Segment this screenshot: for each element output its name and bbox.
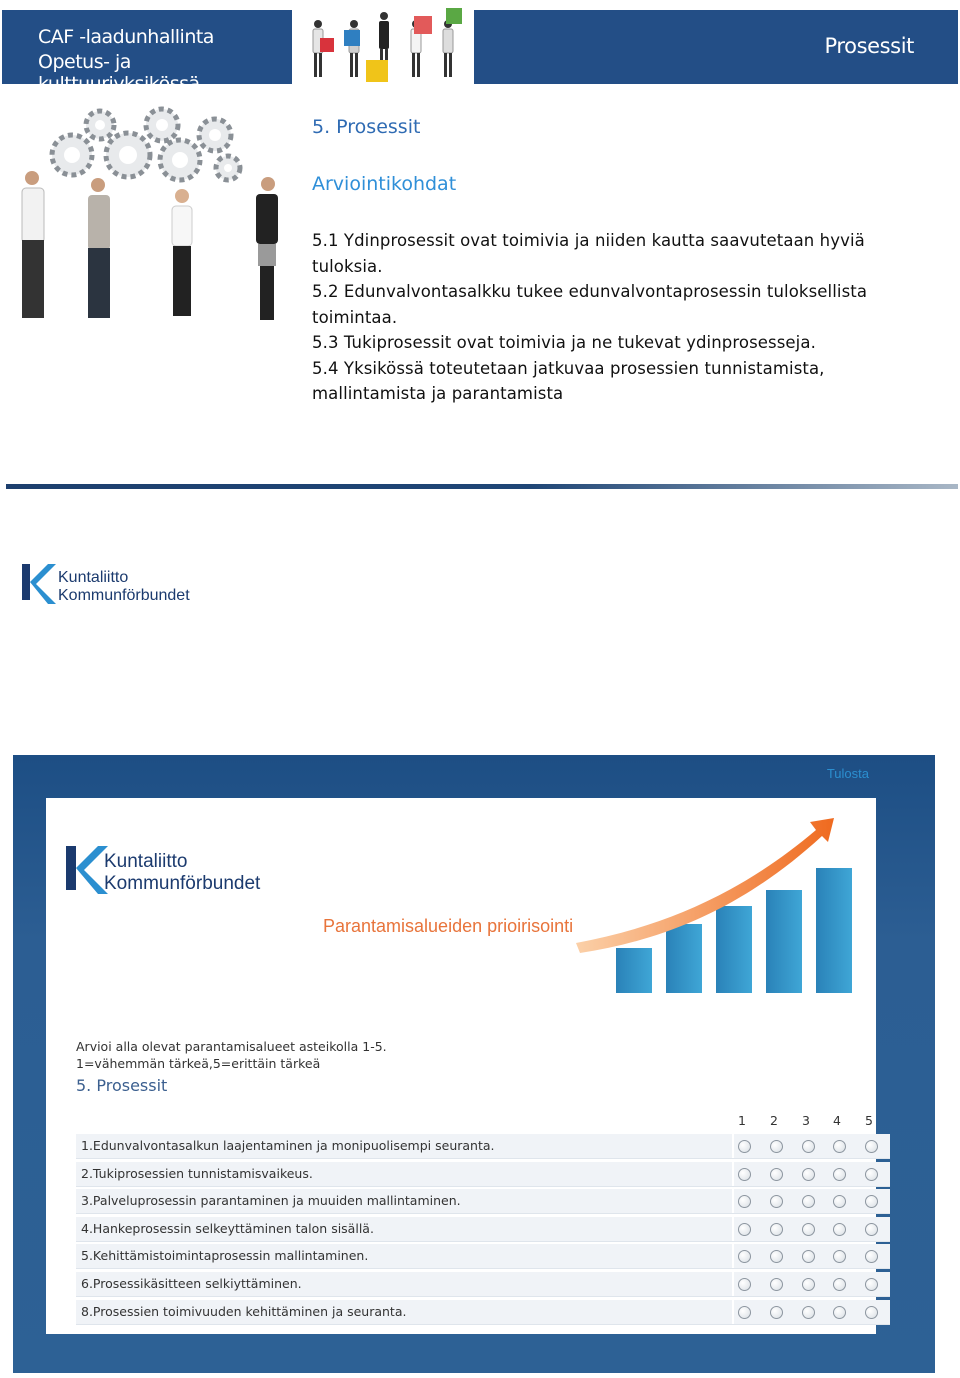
rating-radio-5[interactable] <box>865 1223 878 1236</box>
logo-text-line-2: Kommunförbundet <box>104 873 261 894</box>
cell-divider <box>732 1189 734 1213</box>
row-label: 8.Prosessien toimivuuden kehittäminen ja seuranta. <box>81 1303 407 1319</box>
rating-radio-4[interactable] <box>833 1168 846 1181</box>
rating-radio-3[interactable] <box>802 1223 815 1236</box>
print-link[interactable]: Tulosta <box>826 766 869 781</box>
scale-label-2: 2 <box>770 1113 778 1128</box>
rating-radio-2[interactable] <box>770 1250 783 1263</box>
table-row <box>76 1162 890 1187</box>
logo-text-line-2: Kommunförbundet <box>58 587 190 604</box>
scale-header <box>732 1113 892 1131</box>
row-label: 1.Edunvalvontasalkun laajentaminen ja monipuolisempi seuranta. <box>81 1138 495 1153</box>
instructions-line: Arvioi alla olevat parantamisalueet asteikolla 1-5. <box>76 1039 387 1054</box>
scale-label-3: 3 <box>802 1113 810 1128</box>
rating-radio-5[interactable] <box>865 1140 878 1153</box>
rating-radio-3[interactable] <box>802 1278 815 1291</box>
table-row <box>76 1272 890 1297</box>
table-row <box>76 1244 890 1269</box>
cell-divider <box>732 1272 734 1296</box>
rating-radio-4[interactable] <box>833 1306 846 1319</box>
evaluation-items <box>312 228 912 407</box>
category-title: 5. Prosessit <box>76 1076 168 1095</box>
header-section-title: Prosessit <box>824 34 914 58</box>
rating-radio-2[interactable] <box>770 1223 783 1236</box>
cell-divider <box>732 1217 734 1241</box>
evaluation-item: 5.4 Yksikössä toteutetaan jatkuvaa prosessien tunnistamista, mallintamista ja parantamista <box>312 358 825 403</box>
gears-people-image <box>10 100 300 360</box>
rating-radio-2[interactable] <box>770 1140 783 1153</box>
rating-radio-1[interactable] <box>738 1250 751 1263</box>
rating-radio-4[interactable] <box>833 1223 846 1236</box>
survey-form <box>46 798 876 1334</box>
rating-radio-1[interactable] <box>738 1195 751 1208</box>
kuntaliitto-logo <box>18 560 218 608</box>
subsection-title: Arviointikohdat <box>312 173 457 195</box>
rating-radio-2[interactable] <box>770 1278 783 1291</box>
instructions-line: 1=vähemmän tärkeä,5=erittäin tärkeä <box>76 1056 321 1071</box>
banner-title: Parantamisalueiden prioirisointi <box>323 916 574 936</box>
rating-radio-4[interactable] <box>833 1278 846 1291</box>
instructions <box>76 1038 387 1072</box>
header-line-2: Opetus- ja kulttuuriyksikössä <box>38 51 200 95</box>
cell-divider <box>732 1244 734 1268</box>
people-puzzle-image <box>296 2 472 98</box>
rating-radio-5[interactable] <box>865 1306 878 1319</box>
header-line-1: CAF -laadunhallinta <box>38 26 214 48</box>
logo-text-line-1: Kuntaliitto <box>104 851 188 872</box>
table-row <box>76 1189 890 1214</box>
growth-bars-image <box>566 808 866 1013</box>
scale-label-5: 5 <box>865 1113 873 1128</box>
rating-radio-3[interactable] <box>802 1140 815 1153</box>
row-label: 2.Tukiprosessien tunnistamisvaikeus. <box>81 1165 313 1181</box>
rating-radio-3[interactable] <box>802 1195 815 1208</box>
cell-divider <box>732 1300 734 1324</box>
rating-radio-4[interactable] <box>833 1250 846 1263</box>
rating-radio-1[interactable] <box>738 1140 751 1153</box>
rating-radio-3[interactable] <box>802 1250 815 1263</box>
kuntaliitto-logo-large <box>62 842 282 900</box>
divider-line <box>6 484 958 489</box>
row-label: 5.Kehittämistoimintaprosessin mallintaminen. <box>81 1248 369 1264</box>
rating-radio-1[interactable] <box>738 1168 751 1181</box>
rating-radio-2[interactable] <box>770 1195 783 1208</box>
rating-radio-2[interactable] <box>770 1168 783 1181</box>
rating-radio-2[interactable] <box>770 1306 783 1319</box>
rating-radio-5[interactable] <box>865 1278 878 1291</box>
rating-radio-5[interactable] <box>865 1168 878 1181</box>
rating-radio-4[interactable] <box>833 1195 846 1208</box>
scale-label-4: 4 <box>833 1113 841 1128</box>
rating-radio-1[interactable] <box>738 1306 751 1319</box>
scale-label-1: 1 <box>738 1113 746 1128</box>
row-label: 4.Hankeprosessin selkeyttäminen talon sisällä. <box>81 1220 374 1236</box>
table-row <box>76 1134 890 1159</box>
cell-divider <box>732 1134 734 1158</box>
cell-divider <box>732 1162 734 1186</box>
rating-radio-3[interactable] <box>802 1168 815 1181</box>
rating-radio-5[interactable] <box>865 1250 878 1263</box>
table-row <box>76 1217 890 1242</box>
section-title: 5. Prosessit <box>312 116 421 138</box>
rating-radio-1[interactable] <box>738 1223 751 1236</box>
rating-radio-1[interactable] <box>738 1278 751 1291</box>
rating-table <box>76 1134 890 1327</box>
rating-radio-5[interactable] <box>865 1195 878 1208</box>
survey-screenshot <box>13 755 935 1373</box>
evaluation-item: 5.1 Ydinprosessit ovat toimivia ja niiden kautta saavutetaan hyviä tuloksia. <box>312 231 865 276</box>
header-section-box <box>474 10 958 84</box>
row-label: 3.Palveluprosessin parantaminen ja muuiden mallintaminen. <box>81 1193 461 1209</box>
table-row <box>76 1300 890 1325</box>
rating-radio-4[interactable] <box>833 1140 846 1153</box>
logo-text-line-1: Kuntaliitto <box>58 569 129 586</box>
evaluation-item: 5.3 Tukiprosessit ovat toimivia ja ne tukevat ydinprosesseja. <box>312 333 816 352</box>
rating-radio-3[interactable] <box>802 1306 815 1319</box>
row-label: 6.Prosessikäsitteen selkiyttäminen. <box>81 1275 302 1291</box>
header-title-box <box>2 10 292 95</box>
evaluation-item: 5.2 Edunvalvontasalkku tukee edunvalvontaprosessin tuloksellista toimintaa. <box>312 282 868 327</box>
